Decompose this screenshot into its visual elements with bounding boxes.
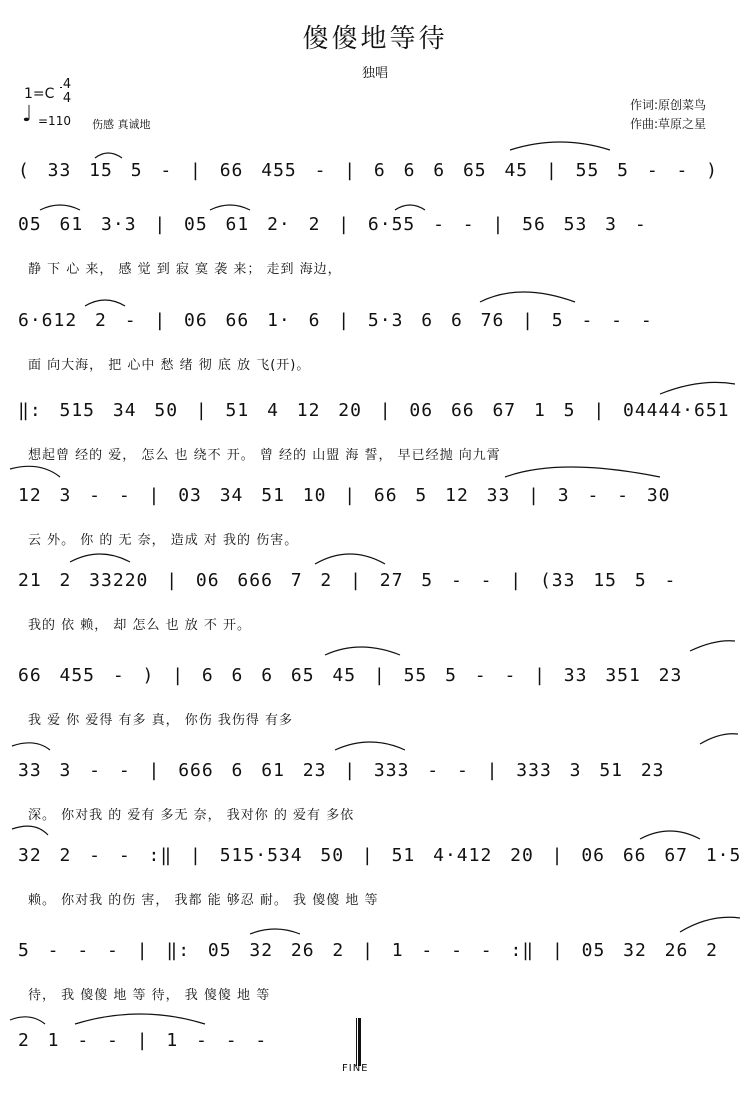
notes: 66 455 - ) | 6 6 6 65 45 | 55 5 - - | 33 351 23 bbox=[18, 665, 683, 686]
composer: 作曲:草原之星 bbox=[630, 117, 707, 131]
staff-line-6 bbox=[0, 550, 750, 660]
notes: 2 1 - - | 1 - - - bbox=[18, 1030, 268, 1051]
slur-marks bbox=[0, 645, 750, 755]
lyrics: 想起曾 经的 爱， 怎么 也 绕不 开。 曾 经的 山盟 海 誓， 早已经抛 向九霄 bbox=[28, 448, 501, 463]
notes: ‖: 515 34 50 | 51 4 12 20 | 06 66 67 1 5 | 04444·651 bbox=[18, 400, 730, 421]
tempo-marking: =110 bbox=[38, 114, 71, 128]
lyrics: 深。 你对我 的 爱有 多无 奈， 我对你 的 爱有 多依 bbox=[28, 808, 355, 823]
slur-marks bbox=[0, 825, 750, 935]
credits bbox=[630, 96, 706, 134]
staff-line-9 bbox=[0, 825, 750, 935]
notes: 12 3 - - | 03 34 51 10 | 66 5 12 33 | 3 - - 30 bbox=[18, 485, 671, 506]
time-signature-top: 4 bbox=[62, 77, 72, 92]
lyrics: 我 爱 你 爱得 有多 真， 你伤 我伤得 有多 bbox=[28, 713, 294, 728]
lyrics: 云 外。 你 的 无 奈， 造成 对 我的 伤害。 bbox=[28, 533, 299, 548]
lyricist: 作词:原创菜鸟 bbox=[630, 98, 707, 112]
slur-marks bbox=[0, 1010, 750, 1120]
notes: ( 33 15 5 - | 66 455 - | 6 6 6 65 45 | 55 5 - - ) bbox=[18, 160, 719, 181]
staff-line-7 bbox=[0, 645, 750, 755]
lyrics: 待， 我 傻傻 地 等 待， 我 傻傻 地 等 bbox=[28, 988, 271, 1003]
quarter-note-icon: ♩ bbox=[22, 102, 33, 127]
fine-marking: FINE bbox=[342, 1063, 369, 1074]
notes: 21 2 33220 | 06 666 7 2 | 27 5 - - | (33 15 5 - bbox=[18, 570, 677, 591]
time-signature-bottom: 4 bbox=[62, 91, 72, 106]
time-signature-bar bbox=[60, 87, 62, 88]
lyrics: 赖。 你对我 的伤 害， 我都 能 够忍 耐。 我 傻傻 地 等 bbox=[28, 893, 379, 908]
staff-line-11 bbox=[0, 1010, 750, 1120]
key-signature: 1=C bbox=[24, 86, 55, 102]
final-barline bbox=[356, 1018, 361, 1066]
expression-marking: 伤感 真诚地 bbox=[92, 118, 151, 131]
staff-line-2 bbox=[0, 194, 750, 304]
notes: 32 2 - - :‖ | 515·534 50 | 51 4·412 20 | 06 66 67 1·5 bbox=[18, 845, 742, 866]
song-subtitle: 独唱 bbox=[361, 66, 388, 81]
slur-marks bbox=[0, 194, 750, 304]
slur-marks bbox=[0, 550, 750, 660]
notes: 5 - - - | ‖: 05 32 26 2 | 1 - - - :‖ | 05 32 26 2 bbox=[18, 940, 719, 961]
lyrics: 静 下 心 来， 感 觉 到 寂 寞 袭 来； 走到 海边， bbox=[28, 262, 342, 277]
notes: 05 61 3·3 | 05 61 2· 2 | 6·55 - - | 56 53 3 - bbox=[18, 214, 647, 235]
time-signature bbox=[60, 78, 74, 106]
lyrics: 面 向大海， 把 心中 愁 绪 彻 底 放 飞(开)。 bbox=[28, 358, 311, 373]
notes: 6·612 2 - | 06 66 1· 6 | 5·3 6 6 76 | 5 - - - bbox=[18, 310, 653, 331]
song-title: 傻傻地等待 bbox=[302, 24, 448, 54]
notes: 33 3 - - | 666 6 61 23 | 333 - - | 333 3 51 23 bbox=[18, 760, 665, 781]
lyrics: 我的 依 赖， 却 怎么 也 放 不 开。 bbox=[28, 618, 252, 633]
